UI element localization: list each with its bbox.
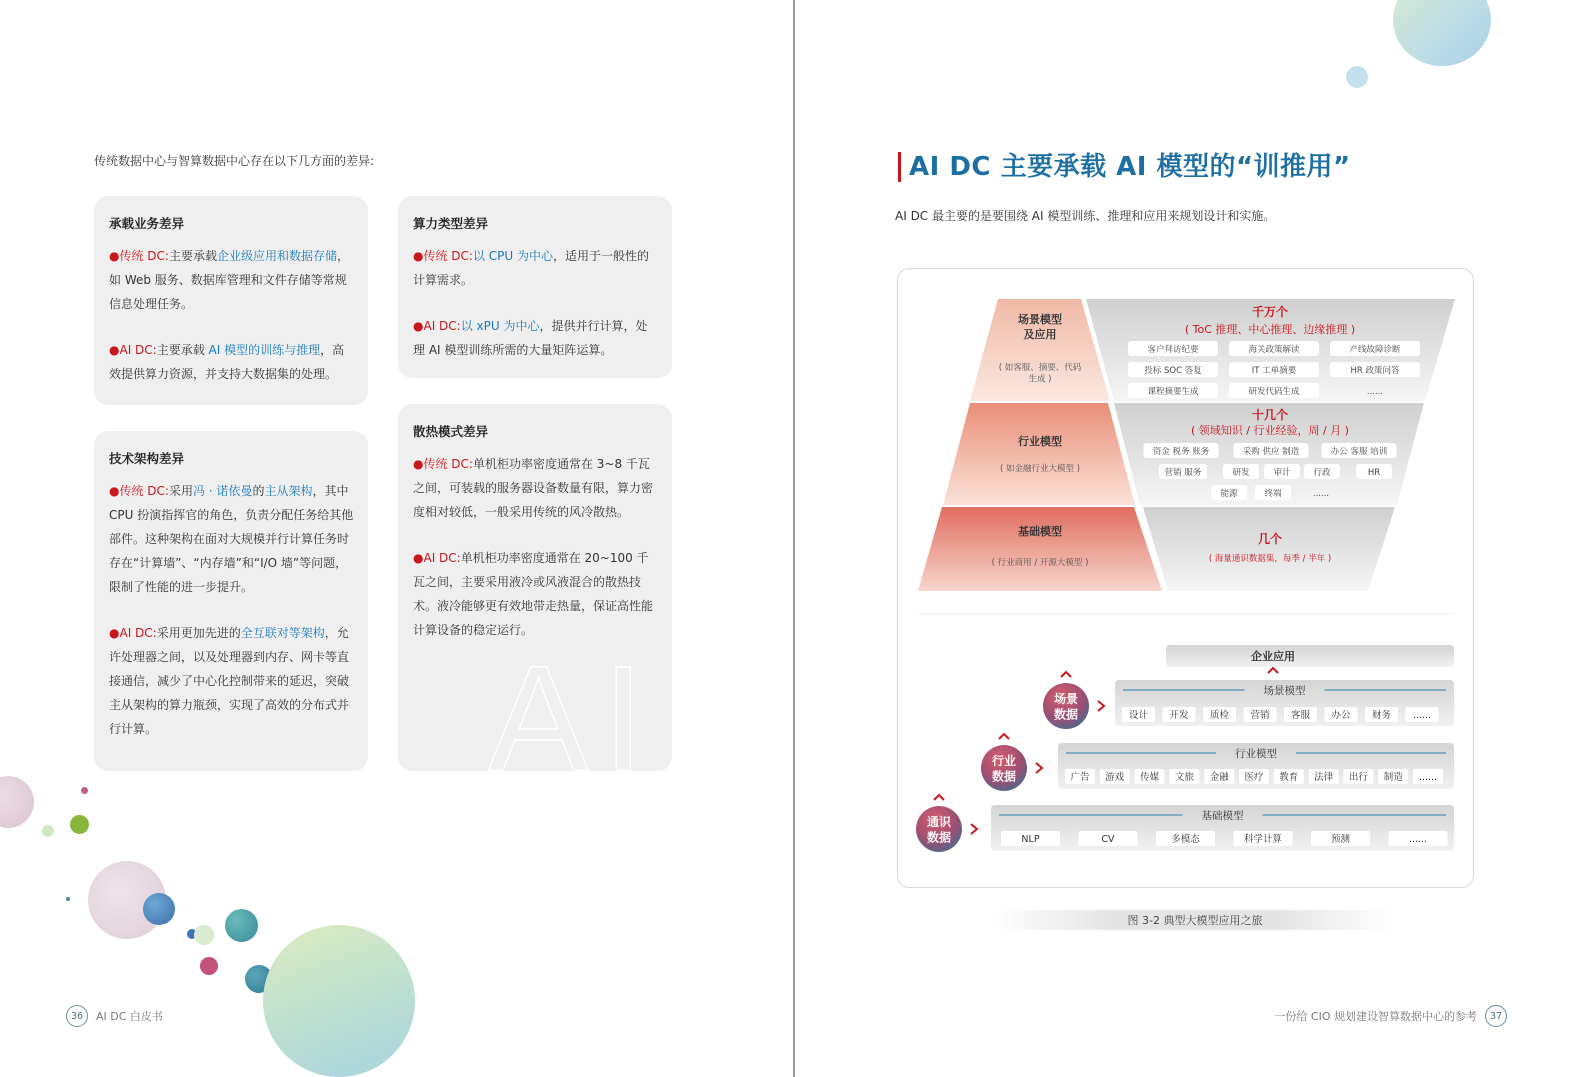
decor-bubble [1346,66,1368,88]
page-heading: AI DC 主要承载 AI 模型的“训推用” [909,152,1351,182]
figure-frame [897,268,1474,888]
bullet-icon: ● [109,249,120,263]
decor-bubble [0,776,34,828]
card-title: 技术架构差异 [109,451,185,466]
decor-bubble [263,925,415,1077]
card-title: 算力类型差异 [413,216,489,231]
level-count: 几个 [1257,532,1283,546]
item-label: 传统 DC: [119,484,169,498]
item-text: ，如 Web 服务、数据库管理和文件存储等常规信息处理任务。 [109,249,350,311]
decor-bubble [70,815,89,834]
bullet-icon: ● [109,484,120,498]
tag-label: 办公 客服 培训 [1330,447,1388,457]
item-highlight: 以 xPU 为中心 [460,319,540,333]
tag-label: 客服 [1290,710,1311,721]
up-arrow-icon [1268,668,1278,673]
tag-label: 产线故障诊断 [1349,345,1401,355]
tag-label: 课程摘要生成 [1147,387,1199,397]
tag-label: ...... [1408,834,1428,845]
card-item [109,621,354,741]
tag-label: 办公 [1331,710,1351,721]
tag-label: 营销 服务 [1164,468,1202,478]
chevron-right-icon [971,824,977,834]
card-item [109,479,354,599]
item-text: ，高效提供算力资源，并支持大数据集的处理。 [109,343,345,381]
card-compute [398,196,672,378]
card-title: 承载业务差异 [109,216,185,231]
page-subtitle: AI DC 最主要的是要围绕 AI 模型训练、推理和应用来规划设计和实施。 [895,209,1276,223]
up-arrow-icon [934,795,944,800]
item-text: 单机柜功率密度通常在 20~100 千瓦之间，主要采用液冷或风液混合的散热技术。液冷能够更有效地带走热量，保证高性能计算设备的稳定运行。 [413,551,654,637]
page-number: 36 [66,1005,88,1027]
card-architecture [94,431,368,771]
up-arrow-icon [1061,672,1071,677]
footer-title: AI DC 白皮书 [96,1010,163,1023]
tag-label: 财务 [1371,710,1392,721]
level-count: 千万个 [1251,305,1289,319]
decor-bubble [66,897,70,901]
card-title: 散热模式差异 [413,424,489,439]
level-name: 场景模型及应用 [1018,313,1062,341]
tag-label: 研发代码生成 [1248,387,1300,397]
item-text: 主要承载 [168,249,217,263]
tag-label: 采购 供应 制造 [1242,447,1300,457]
bullet-icon: ● [413,457,424,471]
bullet-icon: ● [413,249,424,263]
ai-watermark: AI [488,634,658,771]
intro-text: 传统数据中心与智算数据中心存在以下几方面的差异: [94,154,375,168]
tag-label: 出行 [1348,772,1368,783]
item-highlight: 以 CPU 为中心 [472,249,553,263]
tag-label: 文旅 [1174,772,1194,783]
decor-bubble [225,909,258,942]
item-highlight: 冯 · 诺依曼 [192,484,253,498]
pyramid-level-bottom [918,507,1162,591]
item-highlight: 全互联对等架构 [240,626,325,640]
decor-bubble [143,893,175,925]
data-source-label: 行业数据 [991,754,1017,784]
chevron-right-icon [1036,763,1042,773]
layer-title: 场景模型 [1263,685,1306,697]
right-page [795,0,1587,1077]
tag-label: 金融 [1209,772,1229,783]
tag-label: 营销 [1250,710,1270,721]
item-text: 采用 [168,484,193,498]
tag-label: 医疗 [1244,772,1264,783]
tag-label: 海关政策解读 [1248,345,1300,355]
level-detail: ( 领域知识 / 行业经验，周 / 月 ) [1191,424,1349,437]
layer-title: 基础模型 [1201,810,1244,822]
up-arrow-icon [999,734,1009,739]
model-journey-diagram [898,269,1475,889]
tag-label: 行政 [1313,468,1331,478]
tag-label: HR 政策问答 [1350,366,1400,376]
enterprise-app-bar [1166,645,1454,667]
tag-label: 开发 [1169,710,1189,721]
tag-label: 投标 SOC 答复 [1144,366,1202,376]
item-text: 单机柜功率密度通常在 3~8 千瓦之间，可装载的服务器设备数量有限，算力密度相对较低，一般采用传统的风冷散热。 [413,457,654,519]
tag-label: 设计 [1128,710,1149,721]
item-highlight: AI 模型的训练与推理 [208,343,321,357]
bullet-icon: ● [109,626,120,640]
item-text: ，适用于一般性的计算需求。 [413,249,650,287]
data-source-ball [981,745,1027,791]
item-label: AI DC: [119,343,157,357]
data-source-label: 通识数据 [926,815,952,845]
card-item [413,546,658,642]
data-source-ball [916,806,962,852]
card-cooling [398,404,672,771]
item-label: 传统 DC: [423,249,473,263]
bullet-icon: ● [109,343,120,357]
item-label: 传统 DC: [119,249,169,263]
tag-label: 预测 [1330,834,1351,845]
tag-label: 终端 [1264,489,1282,499]
tag-label: 法律 [1314,772,1334,783]
card-item [413,452,658,524]
level-desc: ( 行业商用 / 开源大模型 ) [991,558,1089,568]
level-name: 基础模型 [1018,525,1062,538]
level-count: 十几个 [1251,408,1289,422]
tag-label: ...... [1418,772,1438,783]
level-detail: ( 海量通识数据集，每季 / 半年 ) [1208,554,1332,564]
inverted-level-bottom [1143,507,1395,591]
bullet-icon: ● [413,551,424,565]
footer-title: 一份给 CIO 规划建设智算数据中心的参考 [1274,1010,1477,1023]
tag-label: 教育 [1279,772,1299,783]
level-desc: ( 如客服、摘要、代码生成 ) [998,363,1082,385]
pyramid-level-mid [943,403,1135,505]
tag-label: 能源 [1220,489,1238,499]
item-text: 采用更加先进的 [156,626,241,640]
tag-label: ...... [1412,710,1432,721]
tag-label: 质检 [1209,710,1230,721]
tag-label: 客户拜访纪要 [1147,345,1199,355]
tag-label: 科学计算 [1243,834,1283,845]
item-text: ，其中 CPU 扮演指挥官的角色，负责分配任务给其他部件。这种架构在面对大规模并行计算任务时存在“计算墙”、“内存墙”和“I/O 墙”等问题，限制了性能的进一步提升。 [109,484,354,594]
tag-label: 传媒 [1140,772,1160,783]
data-source-ball [1043,683,1089,729]
flow-rows [916,672,1454,852]
card-item [413,244,658,292]
item-highlight: 主从架构 [264,484,313,498]
item-text: 主要承载 [156,343,209,357]
item-text: ，允许处理器之间，以及处理器到内存、网卡等直接通信，减少了中心化控制带来的延迟，突破主从架构的算力瓶颈，实现了高效的分布式并行计算。 [109,626,350,736]
tag-label: 游戏 [1105,772,1125,783]
item-text: 的 [252,484,265,498]
card-item [109,338,354,386]
level-detail: ( ToC 推理、中心推理、边缘推理 ) [1184,323,1356,336]
tag-label: HR [1367,468,1381,478]
card-item [109,244,354,316]
tag-label: 多模态 [1171,834,1200,845]
item-text: ，提供并行计算，处理 AI 模型训练所需的大量矩阵运算。 [413,319,648,357]
footer-left [66,1005,163,1027]
card-item [413,314,658,362]
level-desc: ( 如金融行业大模型 ) [999,464,1081,474]
tag-label: CV [1101,834,1115,845]
tag-label: IT 工单摘要 [1251,366,1297,376]
item-label: AI DC: [119,626,157,640]
tag-label: 研发 [1232,468,1250,478]
tag-label: 制造 [1383,772,1403,783]
card-business [94,196,368,405]
data-source-label: 场景数据 [1053,692,1079,722]
decor-bubble [200,957,218,975]
heading-accent-bar [898,152,901,182]
decor-bubble [1393,0,1491,66]
item-label: AI DC: [423,551,461,565]
layer-title: 行业模型 [1235,748,1277,760]
chevron-right-icon [1098,701,1104,711]
item-highlight: 企业级应用和数据存储 [216,249,337,263]
bullet-icon: ● [413,319,424,333]
tag-label: 资金 税务 账务 [1152,447,1210,457]
enterprise-app-label: 企业应用 [1251,650,1295,663]
decor-bubble [81,787,88,794]
tag-label: 审计 [1273,468,1291,478]
decor-bubble [42,825,54,837]
tag-label: ...... [1366,387,1384,397]
tag-label: 广告 [1070,772,1090,783]
decor-bubble [194,925,214,945]
footer-right [1274,1005,1507,1027]
item-label: AI DC: [423,319,461,333]
tag-label: ...... [1312,489,1330,499]
tag-label: NLP [1021,834,1040,845]
level-name: 行业模型 [1018,435,1062,448]
page-number: 37 [1485,1005,1507,1027]
item-label: 传统 DC: [423,457,473,471]
figure-caption: 图 3-2 典型大模型应用之旅 [995,910,1395,930]
left-page [0,0,793,1077]
